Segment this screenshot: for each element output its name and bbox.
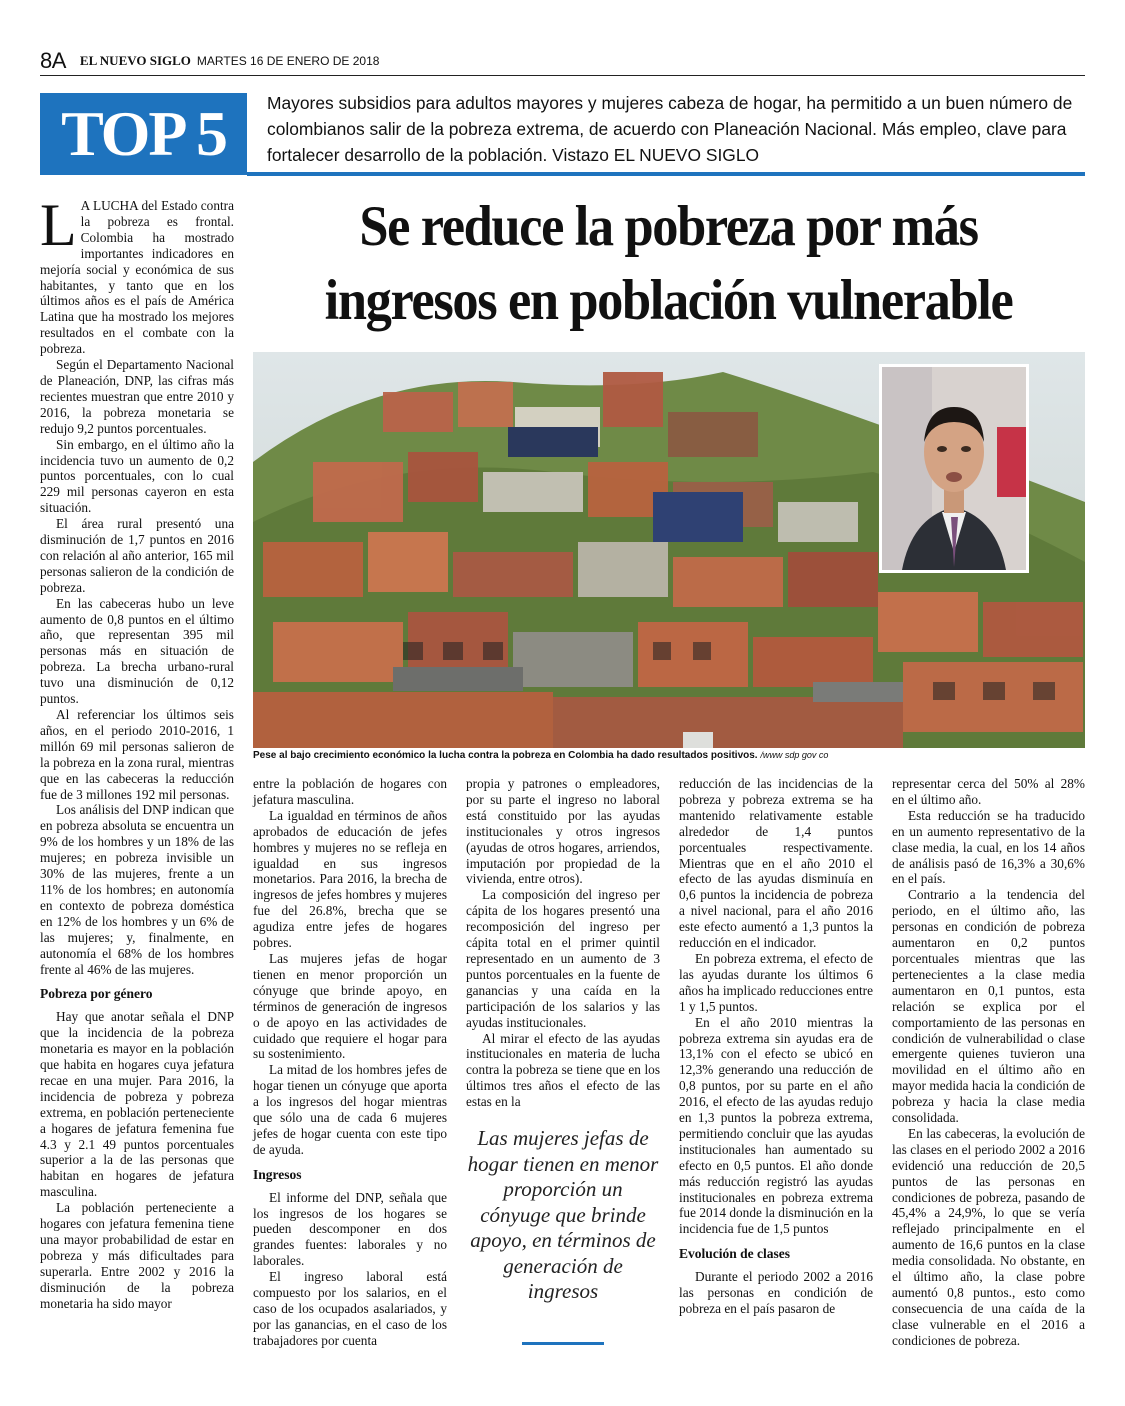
article-column-3 bbox=[466, 776, 660, 1110]
article-column-4 bbox=[679, 776, 873, 1317]
page-header bbox=[40, 46, 1085, 76]
caption-text: Pese al bajo crecimiento económico la lucha contra la pobreza en Colombia ha dado resultados positivos. bbox=[253, 750, 758, 761]
article-paragraph: La igualdad en términos de años aprobados de educación de jefes hombres y mujeres no se refleja en igualdad en sus ingresos monetarios. Para 2016, la brecha de ingresos de jefes hombres y mujeres fue del 26.8%, brecha que se agudiza entre jefes de hogares pobres. bbox=[253, 807, 447, 951]
blue-divider bbox=[247, 172, 1085, 176]
subheading-ingresos: Ingresos bbox=[253, 1166, 302, 1182]
article-paragraph: L A LUCHA del Estado contra la pobreza es frontal. Colombia ha mostrado importantes indicadores en mejoría social y económica de sus habitantes, y tanto que en los últimos años es el país de América Latina que ha mostrado los mejores resultados en el combate con la pobreza. bbox=[40, 192, 234, 357]
article-paragraph: Al referenciar los últimos seis años, en el periodo 2010-2016, 1 millón 69 mil personas salieron de la pobreza en la zona rural, mientras que en las cabeceras la reducción fue de 3 millones 192 mil personas. bbox=[40, 707, 234, 802]
article-paragraph: El ingreso laboral está compuesto por los salarios, en el caso de los ocupados asalariados, y por las ganancias, en el caso de los trabajadores por cuenta bbox=[253, 1269, 447, 1348]
drop-cap: L bbox=[40, 192, 77, 258]
article-paragraph: En las cabeceras, la evolución de las clases en el periodo 2002 a 2016 evidenció una reducción de 20,5 puntos de las personas en condiciones de pobreza, pasando de 45,4% a 24,9%, lo que se vería reflejado principalmente en el aumento de 16,6 puntos en la clase media consolidada. No obstante, en el último año, la clase pobre aumentó 0,8 puntos., esto como consecuencia de una caída de la clase vulnerable en el 2016 a condiciones de pobreza. bbox=[892, 1125, 1085, 1348]
article-paragraph: En el año 2010 mientras la pobreza extrema sin ayudas era de 13,1% con el efecto se ubicó en 12,3% generando una reducción de 0,8 puntos, por su parte en el año 2016, el efecto de las ayudas redujo en 1,3 puntos la pobreza extrema, permitiendo concluir que las ayudas institucionales han aumentado su efecto en 0,5 puntos. El año donde más reducción registró las ayudas institucionales en pobreza extrema fue 2014 donde la disminución en la incidencia fue de 1,5 puntos bbox=[679, 1014, 873, 1237]
publication-name: EL NUEVO SIGLO bbox=[79, 52, 191, 68]
headline-line-1: Se reduce la pobreza por más bbox=[359, 195, 978, 258]
article-paragraph: La composición del ingreso per cápita de los hogares presentó una recomposición del ingreso per cápita total en el primer quintil representado en un aumento de 3 puntos porcentuales en la fuente de ganancias y una caída en la participación de los salarios y las ayudas institucionales. bbox=[466, 887, 660, 1030]
article-paragraph: La mitad de los hombres jefes de hogar tienen un cónyuge que aporta a los ingresos del hogar mientras que sólo una de cada 6 mujeres jefes de hogar cuenta con este tipo de ayuda. bbox=[253, 1062, 447, 1157]
top5-badge: TOP 5 bbox=[40, 93, 247, 175]
article-column-1 bbox=[40, 192, 234, 1312]
pull-quote: Las mujeres jefas de hogar tienen en menor proporción un cónyuge que brinde apoyo, en términos de generación de ingresos bbox=[467, 1126, 659, 1303]
article-paragraph: entre la población de hogares con jefatura masculina. bbox=[253, 776, 447, 807]
article-paragraph: Contrario a la tendencia del periodo, en el último año, las personas en condición de pobreza aumentaron en 0,2 puntos porcentuales mientras que las pertenecientes a la clase media aumentaron en 0,1 puntos, esta relación se explica por el comportamiento de las personas en condición de vulnerabilidad o clase emergente quienes tuvieron una movilidad en el último año en mayor medida hacia la condición de pobreza y hacia la clase media consolidada. bbox=[892, 887, 1085, 1126]
article-paragraph: La población perteneciente a hogares con jefatura femenina tiene una mayor probabilidad de estar en pobreza y más dificultades para superarla. Entre 2002 y 2016 la disminución de la pobreza monetaria ha sido mayor bbox=[40, 1200, 234, 1311]
article-paragraph: Al mirar el efecto de las ayudas institucionales en materia de lucha contra la pobreza se tiene que en los últimos tres años el efecto de las estas en la bbox=[466, 1030, 660, 1110]
article-paragraph: representar cerca del 50% al 28% en el último año. bbox=[892, 776, 1085, 807]
article-paragraph: El área rural presentó una disminución de 1,7 puntos en 2016 con relación al año anterior, 165 mil personas salieron de la condición de pobreza. bbox=[40, 516, 234, 595]
pull-quote-rule bbox=[522, 1342, 604, 1345]
article-column-5 bbox=[892, 776, 1085, 1349]
subheading-pobreza-genero: Pobreza por género bbox=[40, 986, 153, 1002]
article-paragraph: En pobreza extrema, el efecto de las ayudas durante los últimos 6 años ha implicado reducciones entre 1 y 1,5 puntos. bbox=[679, 950, 873, 1014]
page-number: 8A bbox=[40, 47, 66, 73]
subheading-evolucion-clases: Evolución de clases bbox=[679, 1246, 791, 1262]
article-paragraph: Durante el periodo 2002 a 2016 las personas en condición de pobreza en el país pasaron de bbox=[679, 1269, 873, 1316]
article-paragraph: Sin embargo, en el último año la incidencia tuvo un aumento de 0,2 puntos porcentuales, con lo cual 229 mil personas cayeron en esta situación. bbox=[40, 436, 234, 516]
photo-credit: /www sdp gov co bbox=[760, 750, 829, 760]
article-paragraph: Hay que anotar señala el DNP que la incidencia de la pobreza monetaria es mayor en la población que habita en hogares cuya jefatura recae en una mujer. Para 2016, la incidencia de pobreza y pobreza extrema, en población perteneciente a hogares de jefatura femenina fue 4.3 y 2.1 49 puntos porcentuales superior a la de las personas que habitan en hogares de jefatura masculina. bbox=[40, 1009, 234, 1200]
photo-caption bbox=[253, 750, 1085, 761]
article-paragraph: propia y patrones o empleadores, por su parte el ingreso no laboral está constituido por las ayudas institucionales y otros ingresos (ayudas de otros hogares, arriendos, imputación por propiedad de la vivienda, entre otros). bbox=[466, 776, 660, 887]
portrait-illustration bbox=[882, 367, 1026, 570]
article-column-2 bbox=[253, 776, 447, 1349]
publication-date: MARTES 16 DE ENERO DE 2018 bbox=[196, 53, 380, 68]
article-paragraph: Las mujeres jefas de hogar tienen en menor proporción un cónyuge que brinde apoyo, en términos de generación de ingresos o de apoyo en las actividades de cuidado que requiere el hogar para su sostenimiento. bbox=[253, 950, 447, 1062]
article-paragraph: Los análisis del DNP indican que en pobreza absoluta se encuentra un 9% de los hombres y un 18% de las mujeres; en pobreza invisible un 30% de las mujeres, frente a un 11% de los hombres; en autonomía en contexto de pobreza doméstica en 12% de los hombres y un 6% de las mujeres; y, finalmente, en autonomía el 68% de los hombres frente al 46% de las mujeres. bbox=[40, 802, 234, 977]
section-summary: Mayores subsidios para adultos mayores y mujeres cabeza de hogar, ha permitido a un buen número de colombianos salir de la pobreza extrema, de acuerdo con Planeación Nacional. Más empleo, clave para fortalecer desarrollo de la población. Vistazo EL NUEVO SIGLO bbox=[267, 93, 1073, 165]
official-portrait-photo bbox=[879, 364, 1029, 573]
article-paragraph: El informe del DNP, señala que los ingresos de los hogares se pueden descomponer en dos grandes fuentes: laborales y no laborales. bbox=[253, 1189, 447, 1269]
article-paragraph: Según el Departamento Nacional de Planeación, DNP, las cifras más recientes muestran que entre 2010 y 2016, la pobreza monetaria se redujo 9,2 puntos porcentuales. bbox=[40, 357, 234, 436]
article-paragraph: reducción de las incidencias de la pobreza y pobreza extrema se ha mantenido relativamente estable alrededor de 1,4 puntos porcentuales respectivamente. Mientras que en el año 2010 el efecto de las ayudas disminuía en 0,6 puntos la incidencia de pobreza a nivel nacional, para el año 2016 este efecto aumentó a 1,3 puntos la reducción en el indicador. bbox=[679, 776, 873, 951]
headline bbox=[285, 190, 1051, 338]
article-paragraph: Esta reducción se ha traducido en un aumento representativo de la clase media, la cual, en los 14 años de análisis pasó de 16,3% a 30,6% en el país. bbox=[892, 807, 1085, 887]
headline-line-2: ingresos en población vulnerable bbox=[324, 269, 1013, 332]
article-paragraph: En las cabeceras hubo un leve aumento de 0,8 puntos en el último año, que representan 395 mil personas más en situación de pobreza. La brecha urbano-rural tuvo una disminución de 0,12 puntos. bbox=[40, 595, 234, 707]
